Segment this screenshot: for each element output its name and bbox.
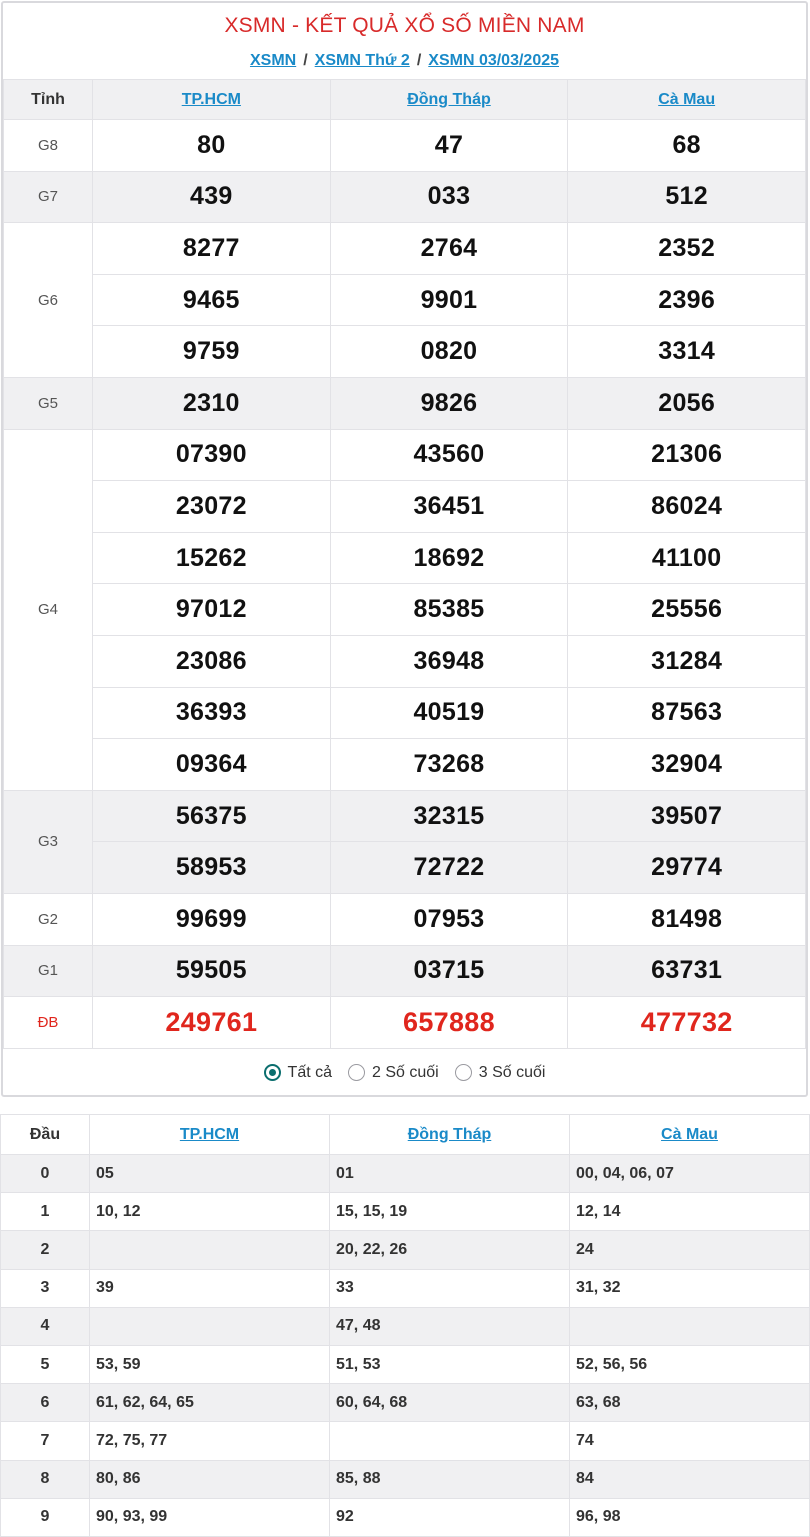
prize-row xyxy=(4,945,806,997)
loto-values xyxy=(90,1307,330,1345)
filter-option-last-3[interactable] xyxy=(455,1064,546,1082)
prize-row xyxy=(4,481,806,533)
prize-number: 59505 xyxy=(93,945,331,997)
breadcrumb-separator: / xyxy=(416,52,422,69)
loto-values: 01 xyxy=(330,1155,570,1193)
prize-row xyxy=(4,120,806,172)
loto-row xyxy=(1,1384,810,1422)
prize-number: 29774 xyxy=(568,842,806,894)
loto-values: 53, 59 xyxy=(90,1345,330,1383)
loto-values xyxy=(90,1231,330,1269)
prize-label: G6 xyxy=(4,223,93,378)
prize-number: 2764 xyxy=(330,223,568,275)
prize-number: 15262 xyxy=(93,532,331,584)
breadcrumb-separator: / xyxy=(303,52,308,69)
prize-number: 07953 xyxy=(330,893,568,945)
results-body xyxy=(4,120,806,1049)
prize-number: 9465 xyxy=(93,274,331,326)
prize-row xyxy=(4,532,806,584)
prize-row xyxy=(4,739,806,791)
results-header-row xyxy=(4,80,806,120)
prize-number: 23072 xyxy=(93,481,331,533)
loto-head-digit: 7 xyxy=(1,1422,90,1460)
prize-number: 40519 xyxy=(330,687,568,739)
loto-values: 80, 86 xyxy=(90,1460,330,1498)
prize-row xyxy=(4,377,806,429)
loto-values: 61, 62, 64, 65 xyxy=(90,1384,330,1422)
loto-values: 10, 12 xyxy=(90,1193,330,1231)
loto-values: 00, 04, 06, 07 xyxy=(570,1155,810,1193)
loto-head-digit: 2 xyxy=(1,1231,90,1269)
loto-province-link-tphcm[interactable]: TP.HCM xyxy=(179,1125,240,1143)
column-label-dau: Đầu xyxy=(1,1115,90,1155)
loto-values: 60, 64, 68 xyxy=(330,1384,570,1422)
loto-values: 84 xyxy=(570,1460,810,1498)
loto-values: 15, 15, 19 xyxy=(330,1193,570,1231)
prize-number: 31284 xyxy=(568,635,806,687)
loto-values: 12, 14 xyxy=(570,1193,810,1231)
loto-values: 74 xyxy=(570,1422,810,1460)
prize-number: 58953 xyxy=(93,842,331,894)
prize-number: 03715 xyxy=(330,945,568,997)
loto-values: 24 xyxy=(570,1231,810,1269)
loto-row xyxy=(1,1345,810,1383)
prize-number: 99699 xyxy=(93,893,331,945)
digit-filter xyxy=(3,1049,806,1097)
loto-row xyxy=(1,1307,810,1345)
loto-head-digit: 5 xyxy=(1,1345,90,1383)
prize-label: G1 xyxy=(4,945,93,997)
breadcrumb xyxy=(3,43,806,79)
prize-number: 477732 xyxy=(568,997,806,1049)
loto-values: 20, 22, 26 xyxy=(330,1231,570,1269)
province-link-tphcm[interactable]: TP.HCM xyxy=(181,90,241,108)
radio-selected-icon[interactable] xyxy=(264,1064,281,1081)
prize-row xyxy=(4,274,806,326)
prize-row xyxy=(4,584,806,636)
prize-number: 2352 xyxy=(568,223,806,275)
prize-label: G4 xyxy=(4,429,93,790)
filter-option-last-2[interactable] xyxy=(348,1064,439,1082)
prize-row xyxy=(4,687,806,739)
prize-number: 9901 xyxy=(330,274,568,326)
prize-number: 2396 xyxy=(568,274,806,326)
loto-row xyxy=(1,1155,810,1193)
page-title: XSMN - KẾT QUẢ XỔ SỐ MIỀN NAM xyxy=(224,14,585,37)
loto-values: 72, 75, 77 xyxy=(90,1422,330,1460)
prize-number: 81498 xyxy=(568,893,806,945)
prize-number: 033 xyxy=(330,171,568,223)
loto-head-digit: 0 xyxy=(1,1155,90,1193)
loto-province-link-dong-thap[interactable]: Đồng Tháp xyxy=(407,1125,492,1143)
loto-header-row xyxy=(1,1115,810,1155)
filter-option-label: 3 Số cuối xyxy=(478,1063,546,1081)
prize-number: 25556 xyxy=(568,584,806,636)
column-province xyxy=(90,1115,330,1155)
prize-number: 657888 xyxy=(330,997,568,1049)
column-province xyxy=(330,80,568,120)
prize-label: G2 xyxy=(4,893,93,945)
filter-option-all[interactable] xyxy=(264,1064,332,1082)
prize-number: 8277 xyxy=(93,223,331,275)
prize-label: G3 xyxy=(4,790,93,893)
loto-values xyxy=(330,1422,570,1460)
prize-number: 47 xyxy=(330,120,568,172)
prize-number: 36948 xyxy=(330,635,568,687)
prize-number: 9826 xyxy=(330,377,568,429)
loto-row xyxy=(1,1231,810,1269)
prize-row xyxy=(4,893,806,945)
breadcrumb-link-xsmn[interactable]: XSMN xyxy=(249,52,297,69)
province-link-ca-mau[interactable]: Cà Mau xyxy=(658,90,716,108)
prize-row xyxy=(4,842,806,894)
column-province xyxy=(568,80,806,120)
prize-number: 39507 xyxy=(568,790,806,842)
prize-number: 36393 xyxy=(93,687,331,739)
loto-head-digit: 3 xyxy=(1,1269,90,1307)
prize-label: G7 xyxy=(4,171,93,223)
loto-head-digit: 9 xyxy=(1,1498,90,1536)
loto-head-digit: 1 xyxy=(1,1193,90,1231)
loto-row xyxy=(1,1269,810,1307)
loto-values: 39 xyxy=(90,1269,330,1307)
prize-number: 439 xyxy=(93,171,331,223)
loto-row xyxy=(1,1193,810,1231)
prize-number: 43560 xyxy=(330,429,568,481)
prize-number: 249761 xyxy=(93,997,331,1049)
filter-option-label: Tất cả xyxy=(287,1063,333,1081)
prize-label: G5 xyxy=(4,377,93,429)
loto-values: 63, 68 xyxy=(570,1384,810,1422)
prize-number: 80 xyxy=(93,120,331,172)
prize-label: ĐB xyxy=(4,997,93,1049)
loto-row xyxy=(1,1498,810,1536)
prize-number: 2310 xyxy=(93,377,331,429)
loto-values: 92 xyxy=(330,1498,570,1536)
prize-number: 72722 xyxy=(330,842,568,894)
prize-number: 86024 xyxy=(568,481,806,533)
loto-head-digit: 4 xyxy=(1,1307,90,1345)
loto-values: 33 xyxy=(330,1269,570,1307)
prize-number: 63731 xyxy=(568,945,806,997)
prize-row xyxy=(4,171,806,223)
loto-province-link-ca-mau[interactable]: Cà Mau xyxy=(661,1125,718,1143)
prize-number: 68 xyxy=(568,120,806,172)
prize-label: G8 xyxy=(4,120,93,172)
loto-head-digit: 8 xyxy=(1,1460,90,1498)
prize-number: 41100 xyxy=(568,532,806,584)
breadcrumb-link-xsmn-thu-2[interactable]: XSMN Thứ 2 xyxy=(314,52,410,69)
prize-row xyxy=(4,326,806,378)
loto-body xyxy=(1,1155,810,1537)
prize-row xyxy=(4,635,806,687)
prize-number: 36451 xyxy=(330,481,568,533)
loto-values: 05 xyxy=(90,1155,330,1193)
loto-values xyxy=(570,1307,810,1345)
prize-number: 9759 xyxy=(93,326,331,378)
column-province xyxy=(570,1115,810,1155)
prize-number: 512 xyxy=(568,171,806,223)
radio-unselected-icon[interactable] xyxy=(455,1064,472,1081)
loto-row xyxy=(1,1422,810,1460)
prize-row xyxy=(4,790,806,842)
loto-values: 85, 88 xyxy=(330,1460,570,1498)
province-link-dong-thap[interactable]: Đồng Tháp xyxy=(407,90,491,108)
prize-row xyxy=(4,223,806,275)
results-table xyxy=(3,79,806,1049)
prize-number: 09364 xyxy=(93,739,331,791)
filter-option-label: 2 Số cuối xyxy=(372,1063,439,1081)
prize-number: 07390 xyxy=(93,429,331,481)
prize-row xyxy=(4,429,806,481)
prize-number: 18692 xyxy=(330,532,568,584)
prize-number: 0820 xyxy=(330,326,568,378)
prize-number: 21306 xyxy=(568,429,806,481)
prize-number: 2056 xyxy=(568,377,806,429)
loto-values: 47, 48 xyxy=(330,1307,570,1345)
prize-number: 87563 xyxy=(568,687,806,739)
loto-values: 31, 32 xyxy=(570,1269,810,1307)
column-province xyxy=(330,1115,570,1155)
prize-number: 32315 xyxy=(330,790,568,842)
column-province xyxy=(93,80,331,120)
loto-head-digit: 6 xyxy=(1,1384,90,1422)
loto-values: 52, 56, 56 xyxy=(570,1345,810,1383)
results-panel xyxy=(1,1,808,1097)
loto-values: 51, 53 xyxy=(330,1345,570,1383)
loto-table xyxy=(0,1114,810,1537)
prize-number: 23086 xyxy=(93,635,331,687)
prize-number: 97012 xyxy=(93,584,331,636)
loto-row xyxy=(1,1460,810,1498)
column-label-tinh: Tỉnh xyxy=(4,80,93,120)
prize-number: 56375 xyxy=(93,790,331,842)
prize-number: 32904 xyxy=(568,739,806,791)
loto-panel xyxy=(0,1114,810,1537)
loto-values: 90, 93, 99 xyxy=(90,1498,330,1536)
prize-number: 3314 xyxy=(568,326,806,378)
prize-row xyxy=(4,997,806,1049)
prize-number: 85385 xyxy=(330,584,568,636)
radio-unselected-icon[interactable] xyxy=(348,1064,365,1081)
loto-values: 96, 98 xyxy=(570,1498,810,1536)
breadcrumb-link-xsmn-date[interactable]: XSMN 03/03/2025 xyxy=(428,52,560,69)
prize-number: 73268 xyxy=(330,739,568,791)
